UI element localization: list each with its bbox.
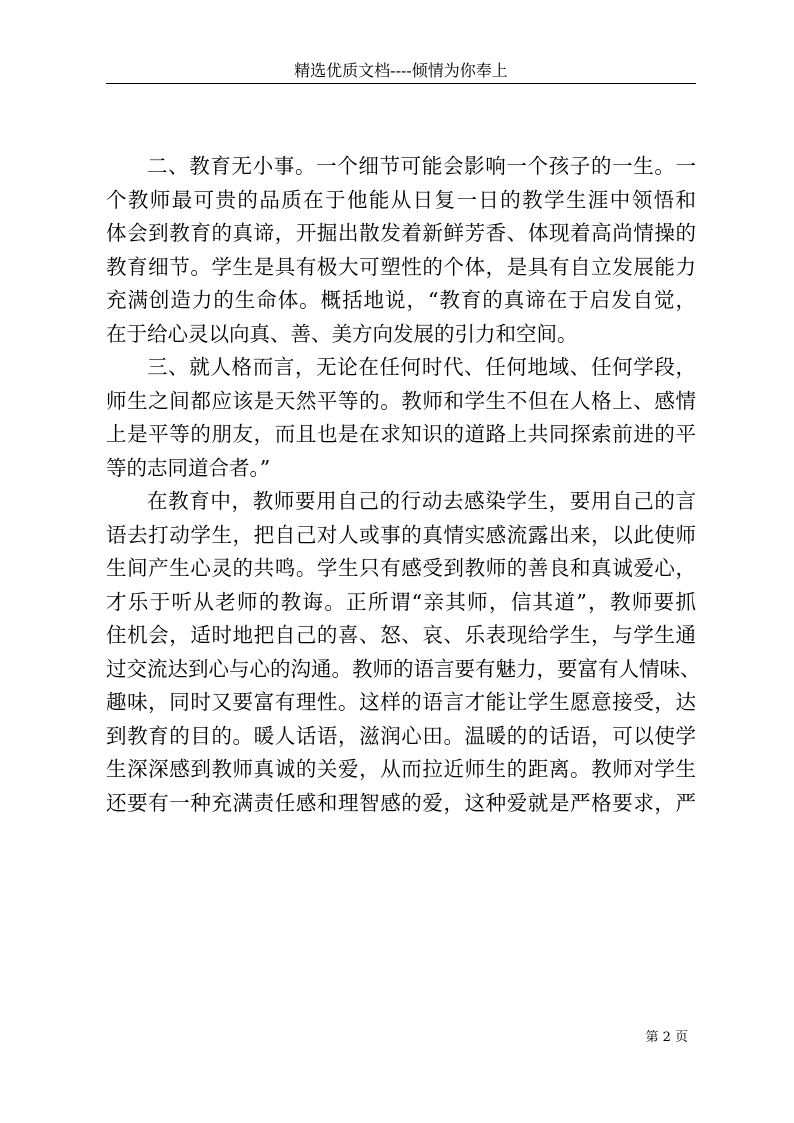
paragraph-line: 二、教育无小事。一个细节可能会影响一个孩子的一生。一 [147, 154, 696, 178]
header-divider [106, 83, 696, 84]
paragraph-line: 在于给心灵以向真、善、美方向发展的引力和空间。 [106, 321, 578, 346]
paragraph-line: 在教育中，教师要用自己的行动去感染学生，要用自己的言 [147, 489, 696, 513]
paragraph-line: 上是平等的朋友，而且也是在求知识的道路上共同探索前进的平 [106, 422, 696, 446]
paragraph-line: 三、就人格而言，无论在任何时代、任何地域、任何学段， [147, 355, 696, 379]
document-body [106, 150, 701, 820]
paragraph-line: 生深深感到教师真诚的关爱，从而拉近师生的距离。教师对学生 [106, 757, 696, 781]
paragraph-line: 生间产生心灵的共鸣。学生只有感受到教师的善良和真诚爱心， [106, 556, 696, 580]
paragraph-line: 趣味，同时又要富有理性。这样的语言才能让学生愿意接受，达 [106, 690, 696, 714]
paragraph-line: 个教师最可贵的品质在于他能从日复一日的教学生涯中领悟和 [106, 187, 696, 212]
paragraph-line: 师生之间都应该是天然平等的。教师和学生不但在人格上、感情 [106, 388, 696, 413]
paragraph-line: 体会到教育的真谛，开掘出散发着新鲜芳香、体现着高尚情操的 [106, 221, 696, 245]
page-header-title: 精选优质文档----倾情为你奉上 [294, 61, 508, 80]
page-number: 第 2 页 [645, 1030, 688, 1045]
paragraph-line: 住机会，适时地把自己的喜、怒、哀、乐表现给学生，与学生通 [106, 623, 696, 647]
paragraph-line: 等的志同道合者。” [106, 455, 271, 480]
paragraph-line: 语去打动学生，把自己对人或事的真情实感流露出来，以此使师 [106, 522, 696, 547]
paragraph-line: 到教育的目的。暖人话语，滋润心田。温暖的的话语，可以使学 [106, 723, 696, 748]
paragraph-line: 过交流达到心与心的沟通。教师的语言要有魅力，要富有人情味、 [106, 656, 701, 681]
paragraph-line: 还要有一种充满责任感和理智感的爱，这种爱就是严格要求，严 [106, 790, 696, 815]
paragraph-line: 才乐于听从老师的教诲。正所谓“亲其师，信其道”，教师要抓 [106, 589, 696, 614]
paragraph-line: 充满创造力的生命体。概括地说，“教育的真谛在于启发自觉， [106, 288, 696, 312]
paragraph-line: 教育细节。学生是具有极大可塑性的个体，是具有自立发展能力 [106, 254, 696, 279]
